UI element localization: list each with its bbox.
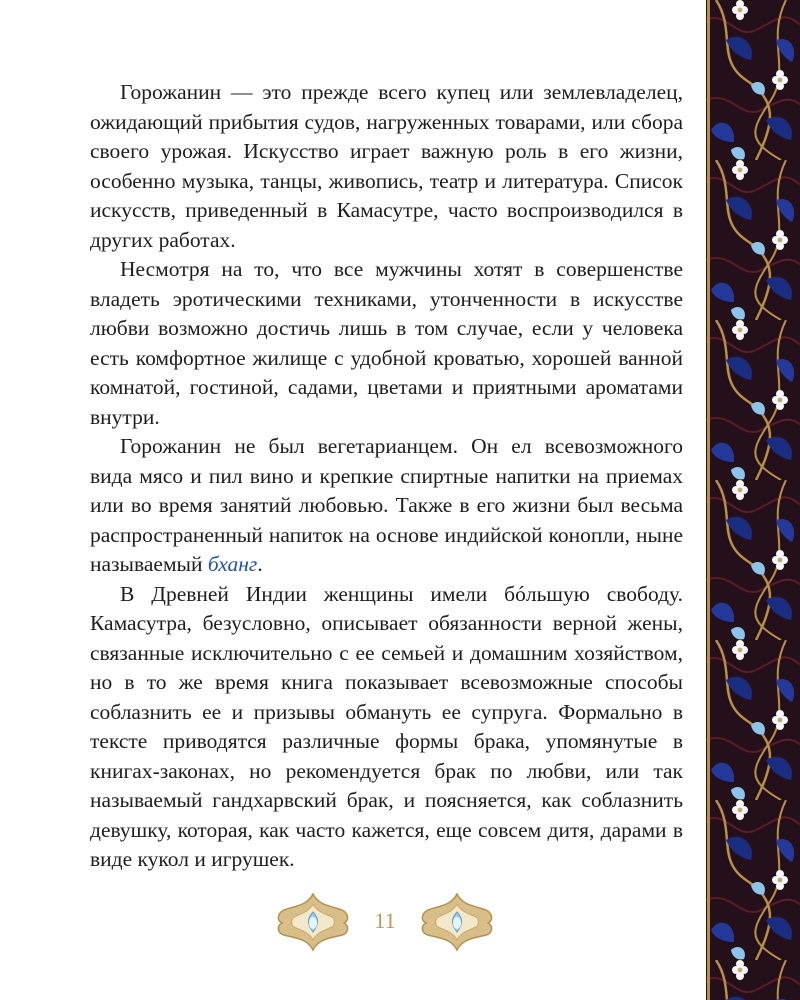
decorative-floral-border — [706, 0, 800, 1000]
paragraph — [90, 432, 683, 580]
page-number: 11 — [374, 908, 396, 933]
floral-pattern-icon — [706, 0, 800, 1000]
lotus-ornament-icon — [416, 890, 498, 954]
body-text — [90, 78, 683, 875]
term-bhang: бханг — [207, 552, 258, 576]
paragraph-text-end: . — [257, 552, 263, 576]
page-footer — [270, 890, 500, 954]
paragraph: В Древней Индии женщины имели бóльшую свободу. Камасутра, безусловно, описывает обязанности верной жены, связанные исключительно с ее семьей и домашним хозяйством, но в то же время книга показывает всевозможные способы соблазнить ее и призывы обмануть ее супруга. Формально в тексте приводятся различные формы брака, упомянутые в книгах-законах, но рекомендуется брак по любви, или так называемый гандхарвский брак, и поясняется, как соблазнить девушку, которая, как часто кажется, еще совсем дитя, дарами в виде кукол и игрушек. — [90, 581, 683, 871]
paragraph: Горожанин — это прежде всего купец или землевладелец, ожидающий прибытия судов, нагруженных товарами, или сбора своего урожая. Искусство играет важную роль в его жизни, особенно музыка, танцы, живопись, театр и литература. Список искусств, приведенный в Камасутре, часто воспроизводился в других работах. — [90, 80, 683, 252]
paragraph-text: Горожанин не был вегетарианцем. Он ел всевозможного вида мясо и пил вино и крепкие спиртные напитки на приемах или во время занятий любовью. Также в его жизни был весьма распространенный напиток на основе индийской конопли, ныне называемый — [90, 434, 683, 576]
paragraph: Несмотря на то, что все мужчины хотят в совершенстве владеть эротическими техниками, утонченности в искусстве любви возможно достичь лишь в том случае, если у человека есть комфортное жилище с удобной кроватью, хорошей ванной комнатой, гостиной, садами, цветами и приятными ароматами внутри. — [90, 257, 683, 429]
